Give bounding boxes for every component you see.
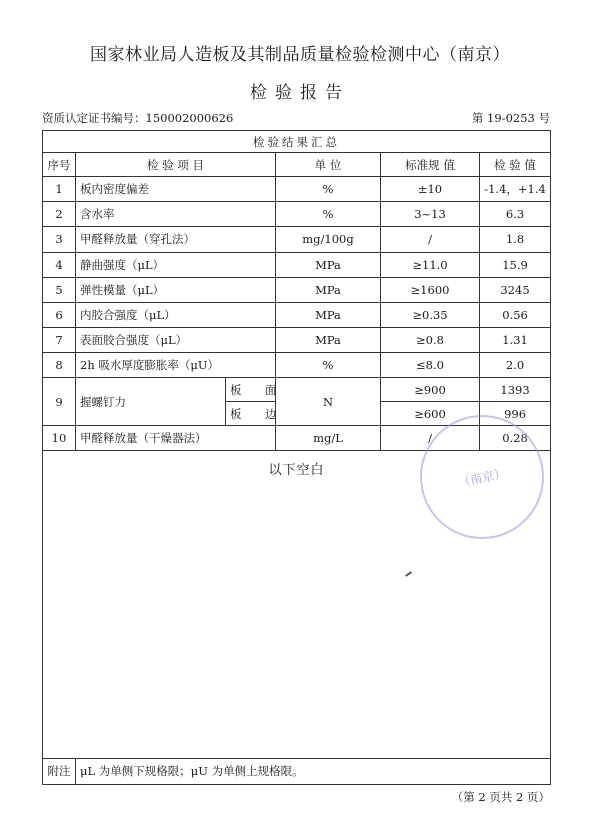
cell-item: 表面胶合强度（μL） [76,327,276,352]
cell-unit: mg/100g [276,227,381,252]
table-row [43,227,551,252]
seal-text: （南京） [457,465,508,490]
col-header-item: 检 验 项 目 [76,153,276,177]
table-row [43,327,551,352]
cell-item: 甲醛释放量（穿孔法） [76,227,276,252]
table-row [43,352,551,377]
cell-value: 996 [480,402,551,426]
cell-unit: % [276,352,381,377]
cell-seq: 2 [43,202,76,227]
cell-seq: 5 [43,277,76,302]
cell-unit: mg/L [276,426,381,451]
org-title: 国家林业局人造板及其制品质量检验检测中心（南京） [90,45,510,65]
cell-value: 0.28 [480,426,551,451]
cell-sub-label: 板 边 [226,402,276,426]
cell-item: 静曲强度（μL） [76,252,276,277]
col-header-value: 检 验 值 [480,153,551,177]
cell-item: 握螺钉力 [76,378,226,426]
cell-standard: ≥11.0 [381,252,480,277]
cell-value: 6.3 [480,202,551,227]
footnote-label: 附注 [43,758,76,784]
cell-unit: MPa [276,302,381,327]
cell-value: 3245 [480,277,551,302]
summary-title: 检验结果汇总 [43,131,551,153]
footnote-text: μL 为单侧下规格限；μU 为单侧上规格限。 [76,758,551,784]
summary-header-row [43,131,551,153]
column-header-row [43,153,551,177]
cell-seq: 8 [43,352,76,377]
cell-standard: ≤8.0 [381,352,480,377]
cell-item: 弹性模量（μL） [76,277,276,302]
cell-item: 板内密度偏差 [76,177,276,202]
cert-label: 资质认定证书编号： [42,111,146,125]
cell-seq: 7 [43,327,76,352]
cell-standard: 3~13 [381,202,480,227]
table-row [43,302,551,327]
cell-seq: 4 [43,252,76,277]
cell-standard: / [381,426,480,451]
cell-unit: MPa [276,252,381,277]
cell-value: 0.56 [480,302,551,327]
table-row [43,202,551,227]
col-header-unit: 单 位 [276,153,381,177]
cell-seq: 3 [43,227,76,252]
cell-value: 1.31 [480,327,551,352]
cell-unit: % [276,202,381,227]
table-row [43,177,551,202]
cell-seq: 9 [43,378,76,426]
col-header-standard: 标准规 值 [381,153,480,177]
cell-item: 含水率 [76,202,276,227]
cell-item: 内胶合强度（μL） [76,302,276,327]
cell-item: 2h 吸水厚度膨胀率（μU） [76,352,276,377]
cell-unit: MPa [276,277,381,302]
table-row [43,378,551,402]
table-row [43,277,551,302]
cell-value: 2.0 [480,352,551,377]
cell-value: 1.8 [480,227,551,252]
page-footer: （第 2 页共 2 页） [451,790,550,804]
cell-standard: ±10 [381,177,480,202]
cell-standard: ≥600 [381,402,480,426]
cell-seq: 1 [43,177,76,202]
cell-standard: / [381,227,480,252]
cert-number: 150002000626 [145,111,234,125]
cell-unit: N [276,378,381,426]
col-header-seq: 序号 [43,153,76,177]
cert-number-line [42,110,233,126]
cell-unit: % [276,177,381,202]
cell-standard: ≥900 [381,378,480,402]
cell-unit: MPa [276,327,381,352]
blank-note: 以下空白 [268,463,325,479]
cell-standard: ≥0.8 [381,327,480,352]
cell-value: 1393 [480,378,551,402]
doc-title: 检验报告 [250,83,350,103]
cell-value: -1.4，+1.4 [480,177,551,202]
cell-item: 甲醛释放量（干燥器法） [76,426,276,451]
cell-value: 15.9 [480,252,551,277]
cell-standard: ≥0.35 [381,302,480,327]
table-row [43,252,551,277]
cell-seq: 6 [43,302,76,327]
footnote-row [43,758,551,784]
cell-seq: 10 [43,426,76,451]
cell-standard: ≥1600 [381,277,480,302]
report-number: 第 19-0253 号 [471,111,550,125]
cell-sub-label: 板 面 [226,378,276,402]
